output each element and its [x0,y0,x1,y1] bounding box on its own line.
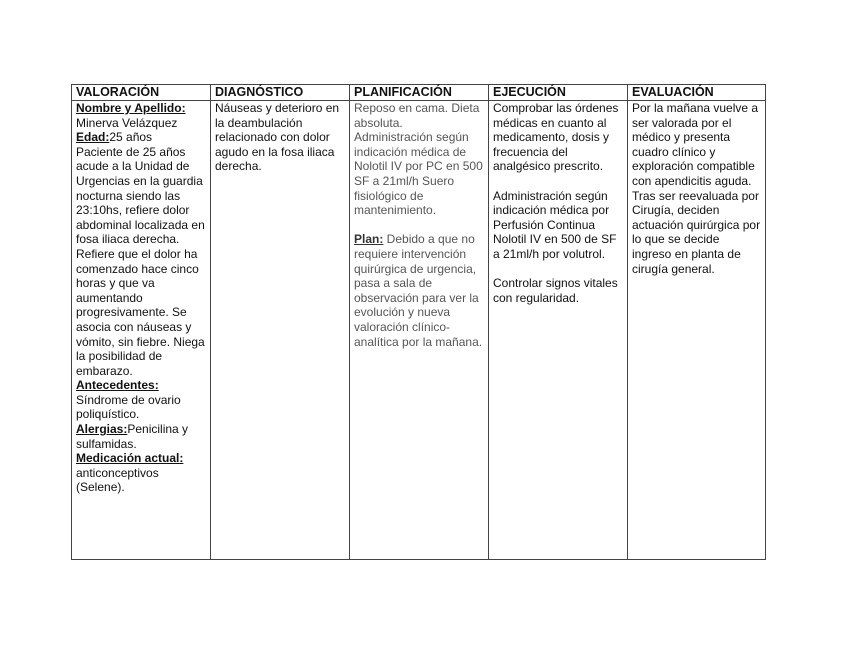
spacer [493,262,623,277]
ejecucion-paragraph-1: Comprobar las órdenes médicas en cuanto al medicamento, dosis y frecuencia del analgésico prescrito. [493,101,619,174]
antecedentes-value: Síndrome de ovario poliquístico. [76,392,181,422]
medicacion-value: anticonceptivos (Selene). [76,465,159,495]
header-valoracion: VALORACIÓN [72,85,211,101]
spacer [493,174,623,189]
cell-planificacion [350,101,489,560]
cell-diagnostico [211,101,350,560]
nombre-label: Nombre y Apellido: [76,101,186,115]
plan-value: Debido a que no requiere intervención quirúrgica de urgencia, pasa a sala de observación para ver la evolución y nueva valoración clínico-analítica por la mañana. [354,232,483,349]
edad-value: 25 años [109,130,153,145]
header-evaluacion: EVALUACIÓN [628,85,766,101]
cell-ejecucion [489,101,628,560]
alergias-line [76,422,206,451]
cell-evaluacion [628,101,766,560]
header-row [72,85,766,101]
table-row [72,101,766,560]
evaluacion-text: Por la mañana vuelve a ser valorada por el médico y presenta cuadro clínico y exploración compatible con apendicitis aguda. Tras ser reevaluada por Cirugía, deciden actuación quirúrgica por lo que se decide ingreso en planta de cirugía general. [632,101,761,276]
ejecucion-paragraph-3: Controlar signos vitales con regularidad. [493,276,618,305]
edad-label: Edad: [76,130,110,145]
header-ejecucion: EJECUCIÓN [489,85,628,101]
alergias-label: Alergias: [76,422,128,437]
valoracion-descripcion: Paciente de 25 años acude a la Unidad de Urgencias en la guardia nocturna siendo las 23:10hs, refiere dolor abdominal localizada en fosa iliaca derecha. Refiere que el dolor ha comenzado hace cinco horas y que va aumentando progresivamente. Se asocia con náuseas y vómito, sin fiebre. Niega la posibilidad de embarazo. [76,144,205,378]
alergias-value: Penicilina y sulfamidas. [76,422,189,451]
cell-valoracion [72,101,211,560]
nombre-value: Minerva Velázquez [76,115,178,130]
plan-label: Plan: [354,232,384,247]
spacer [354,218,484,233]
header-planificacion: PLANIFICACIÓN [350,85,489,101]
diagnostico-text: Náuseas y deterioro en la deambulación relacionado con dolor agudo en la fosa iliaca derecha. [215,101,340,174]
ejecucion-paragraph-2: Administración según indicación médica por Perfusión Continua Nolotil IV en 500 de SF a 21ml/h por volutrol. [493,188,617,261]
medicacion-label: Medicación actual: [76,451,184,466]
plan-paragraph [354,232,484,349]
header-diagnostico: DIAGNÓSTICO [211,85,350,101]
planificacion-text: Reposo en cama. Dieta absoluta. Administración según indicación médica de Nolotil IV por PC en 500 SF a 21ml/h Suero fisiológico de mantenimiento. [354,101,483,218]
antecedentes-label: Antecedentes: [76,378,159,393]
edad-line [76,130,206,145]
nursing-care-plan-table [71,84,766,560]
